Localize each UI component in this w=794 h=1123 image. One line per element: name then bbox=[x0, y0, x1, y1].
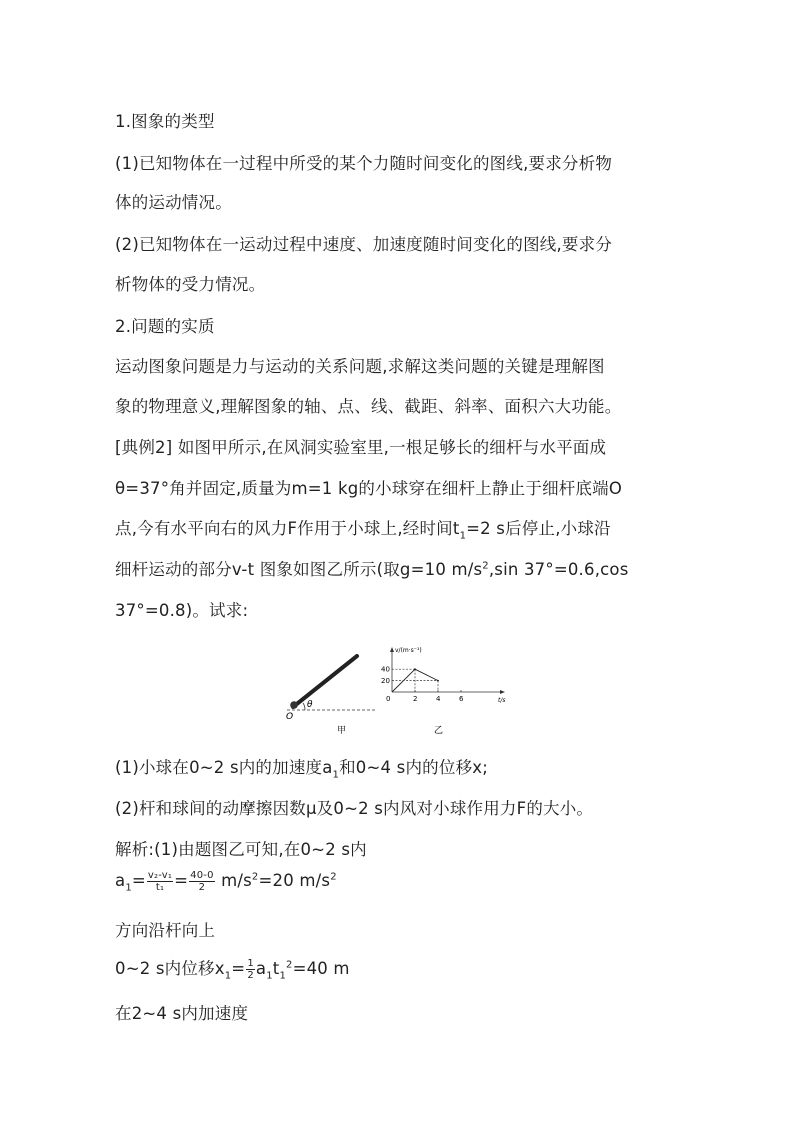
fraction-values: $\frac{40-0}{2}$ bbox=[190, 870, 214, 893]
x-tick-label: 2 bbox=[413, 695, 418, 703]
section-1-title: 1.图象的类型 bbox=[115, 112, 215, 131]
section-2-para-line-2: 象的物理意义,理解图象的轴、点、线、截距、斜率、面积六大功能。 bbox=[115, 397, 622, 416]
solution-x1-equation: 0~2 s内位移$x_1=$ $\frac{1}{2}$ $a_1t_1^2=40$ m bbox=[115, 958, 350, 982]
jia-caption: 甲 bbox=[337, 726, 347, 736]
question-1: (1)小球在0~2 s内的加速度$a_1$和0~4 s内的位移x; bbox=[115, 758, 488, 781]
small-ball bbox=[290, 701, 298, 709]
solution-line-3: 方向沿杆向上 bbox=[115, 921, 216, 940]
solution-a1-equation: $a_1=$ $\frac{\text{v₂-v₁}}{\text{t₁}}$ = $\frac{40-0}{2}$ $m/s^2=20$ $m/s^2$ bbox=[115, 870, 337, 894]
figure-area bbox=[283, 644, 513, 739]
y-tick-label: 40 bbox=[381, 665, 390, 674]
fraction-half: $\frac{1}{2}$ bbox=[247, 958, 254, 981]
section-1-para-1-line-2: 体的运动情况。 bbox=[115, 193, 232, 212]
x-axis-arrow bbox=[500, 690, 505, 694]
y-axis-label: v/(m·s⁻¹) bbox=[395, 647, 422, 654]
example-line-2: θ=37°角并固定,质量为m=1 kg的小球穿在细杆上静止于细杆底端O bbox=[115, 479, 623, 498]
fraction-velocity: $\frac{\text{v₂-v₁}}{\text{t₁}}$ bbox=[147, 870, 173, 893]
y-axis-arrow bbox=[390, 647, 394, 652]
jia-origin-label: O bbox=[286, 712, 294, 722]
example-line-5: 37°=0.8)。试求: bbox=[115, 601, 249, 620]
section-1-para-2-line-2: 析物体的受力情况。 bbox=[115, 275, 266, 294]
x-tick-label: 6 bbox=[459, 695, 464, 703]
solution-line-5: 在2~4 s内加速度 bbox=[115, 1004, 249, 1023]
angle-label: θ bbox=[307, 700, 313, 710]
thin-rod bbox=[293, 656, 357, 707]
figure-jia bbox=[286, 656, 375, 736]
example-line-4: 细杆运动的部分v-t 图象如图乙所示(取g=10 $m/s^2,\sin$ 37°=0.6,cos bbox=[115, 560, 629, 579]
section-1-para-2-line-1: (2)已知物体在一运动过程中速度、加速度随时间变化的图线,要求分 bbox=[115, 235, 613, 254]
data-point bbox=[437, 680, 439, 682]
x-axis-label: t/s bbox=[498, 697, 506, 704]
x-tick-label: 4 bbox=[436, 695, 441, 703]
figure-svg bbox=[283, 644, 513, 739]
section-1-para-1-line-1: (1)已知物体在一过程中所受的某个力随时间变化的图线,要求分析物 bbox=[115, 154, 613, 173]
question-2: (2)杆和球间的动摩擦因数μ及0~2 s内风对小球作用力F的大小。 bbox=[115, 799, 594, 818]
figure-yi bbox=[381, 647, 506, 736]
data-point bbox=[414, 668, 416, 670]
yi-origin-label: 0 bbox=[386, 695, 391, 703]
y-tick-label: 20 bbox=[381, 677, 390, 686]
series-line-segment bbox=[415, 669, 438, 680]
section-2-title: 2.问题的实质 bbox=[115, 317, 215, 336]
solution-line-1: 解析:(1)由题图乙可知,在0~2 s内 bbox=[115, 840, 367, 859]
example-line-1: [典例2] 如图甲所示,在风洞实验室里,一根足够长的细杆与水平面成 bbox=[115, 438, 607, 457]
section-2-para-line-1: 运动图象问题是力与运动的关系问题,求解这类问题的关键是理解图 bbox=[115, 357, 605, 376]
example-line-3: 点,今有水平向右的风力F作用于小球上,经时间$t_1=2$ s后停止,小球沿 bbox=[115, 519, 611, 542]
yi-caption: 乙 bbox=[434, 726, 444, 736]
angle-arc bbox=[303, 703, 305, 710]
